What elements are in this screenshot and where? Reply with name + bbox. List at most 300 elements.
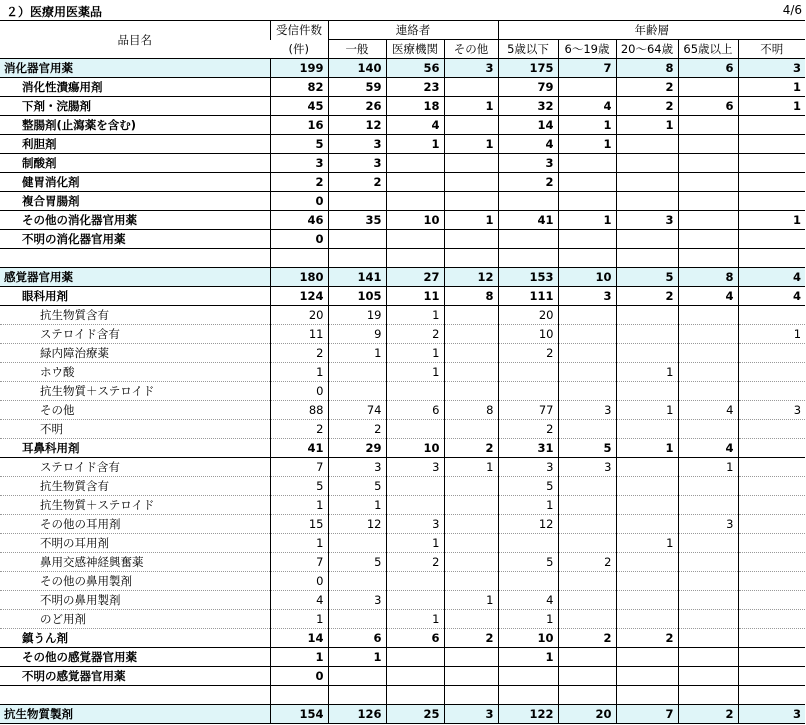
cell-value [328,686,386,705]
cell-value: 4 [738,268,805,287]
cell-value: 41 [270,439,328,458]
cell-value: 105 [328,287,386,306]
cell-value: 3 [558,401,616,420]
row-label: 抗生物質＋ステロイド [0,382,270,401]
cell-value: 124 [270,287,328,306]
spacer-row [0,249,805,268]
table-row [0,477,805,496]
cell-value [270,249,328,268]
cell-value [558,382,616,401]
cell-value: 3 [328,458,386,477]
cell-value: 2 [386,325,444,344]
cell-value: 20 [270,306,328,325]
cell-value: 1 [678,458,738,477]
cell-value: 46 [270,211,328,230]
cell-value [738,306,805,325]
cell-value [678,135,738,154]
cell-value: 1 [328,648,386,667]
cell-value: 2 [616,629,678,648]
row-label: 眼科用剤 [0,287,270,306]
table-row [0,344,805,363]
row-label: 下剤・浣腸剤 [0,97,270,116]
cell-value [444,116,498,135]
row-label: 感覚器官用薬 [0,268,270,287]
cell-value: 2 [270,420,328,439]
cell-value [616,610,678,629]
row-label: 不明の鼻用製剤 [0,591,270,610]
cell-value [444,306,498,325]
cell-value: 88 [270,401,328,420]
cell-value [444,249,498,268]
cell-value [558,610,616,629]
cell-value [616,382,678,401]
header-age-group: 年齢層 [498,21,805,40]
cell-value [328,192,386,211]
cell-value [678,648,738,667]
cell-value [678,192,738,211]
cell-value [738,610,805,629]
cell-value: 45 [270,97,328,116]
cell-value: 5 [616,268,678,287]
cell-value [444,325,498,344]
cell-value [678,572,738,591]
cell-value: 1 [738,97,805,116]
cell-value: 175 [498,59,558,78]
row-label: 利胆剤 [0,135,270,154]
cell-value [678,420,738,439]
cell-value: 1 [616,401,678,420]
cell-value [498,686,558,705]
row-label [0,686,270,705]
cell-value [386,382,444,401]
page-number: 4/6 [782,3,802,17]
cell-value: 153 [498,268,558,287]
cell-value: 15 [270,515,328,534]
cell-value [616,572,678,591]
cell-value [616,420,678,439]
cell-value [738,439,805,458]
table-row [0,192,805,211]
table-row [0,325,805,344]
cell-value: 1 [498,496,558,515]
cell-value: 141 [328,268,386,287]
cell-value: 2 [270,173,328,192]
cell-value: 2 [616,97,678,116]
cell-value [558,249,616,268]
row-label: その他 [0,401,270,420]
cell-value [328,610,386,629]
cell-value: 1 [558,116,616,135]
cell-value: 2 [328,420,386,439]
cell-value [558,591,616,610]
cell-value [498,192,558,211]
row-label: その他の鼻用製剤 [0,572,270,591]
cell-value [558,154,616,173]
cell-value [558,420,616,439]
cell-value [386,420,444,439]
cell-value [678,325,738,344]
cell-value: 4 [678,287,738,306]
row-label: ステロイド含有 [0,458,270,477]
header-age: 65歳以上 [678,40,738,59]
cell-value: 7 [616,705,678,724]
cell-value [678,173,738,192]
cell-value: 11 [386,287,444,306]
cell-value [386,572,444,591]
header-age: 20～64歳 [616,40,678,59]
cell-value: 6 [678,97,738,116]
cell-value: 7 [558,59,616,78]
cell-value: 8 [444,401,498,420]
cell-value: 79 [498,78,558,97]
cell-value [386,477,444,496]
table-row [0,116,805,135]
cell-value [386,591,444,610]
cell-value: 3 [558,287,616,306]
cell-value [616,192,678,211]
cell-value [444,610,498,629]
table-row [0,173,805,192]
header-count: 受信件数 [270,21,328,40]
cell-value: 5 [498,553,558,572]
table-row [0,230,805,249]
row-label: 制酸剤 [0,154,270,173]
cell-value: 77 [498,401,558,420]
cell-value [678,553,738,572]
cell-value [738,420,805,439]
cell-value [616,496,678,515]
header-item-name: 品目名 [0,21,270,59]
cell-value [558,306,616,325]
cell-value: 23 [386,78,444,97]
table-row [0,382,805,401]
cell-value: 126 [328,705,386,724]
cell-value: 0 [270,192,328,211]
row-label: 鎮うん剤 [0,629,270,648]
cell-value: 82 [270,78,328,97]
cell-value [444,648,498,667]
row-label: のど用剤 [0,610,270,629]
cell-value: 2 [558,629,616,648]
header-contact: その他 [444,40,498,59]
cell-value [738,629,805,648]
cell-value [386,249,444,268]
cell-value: 14 [498,116,558,135]
table-row [0,97,805,116]
cell-value: 1 [444,591,498,610]
cell-value [738,135,805,154]
cell-value: 2 [444,439,498,458]
table-row [0,401,805,420]
cell-value [738,553,805,572]
cell-value: 20 [558,705,616,724]
cell-value: 1 [386,610,444,629]
cell-value [270,686,328,705]
cell-value [328,382,386,401]
cell-value [678,249,738,268]
report-table [0,20,805,724]
cell-value [738,477,805,496]
cell-value [678,363,738,382]
cell-value: 29 [328,439,386,458]
table-row [0,667,805,686]
cell-value [616,154,678,173]
cell-value [444,534,498,553]
cell-value: 2 [444,629,498,648]
table-row [0,211,805,230]
cell-value: 5 [270,135,328,154]
row-label: 抗生物質含有 [0,477,270,496]
cell-value [738,230,805,249]
table-row [0,363,805,382]
cell-value [386,173,444,192]
cell-value: 2 [498,173,558,192]
header-age: 5歳以下 [498,40,558,59]
row-label: その他の消化器官用薬 [0,211,270,230]
cell-value: 12 [444,268,498,287]
cell-value: 1 [498,610,558,629]
cell-value [558,230,616,249]
cell-value: 4 [498,135,558,154]
cell-value: 3 [558,458,616,477]
cell-value: 5 [558,439,616,458]
cell-value: 3 [444,705,498,724]
cell-value [616,553,678,572]
cell-value: 3 [444,59,498,78]
cell-value [738,572,805,591]
cell-value [616,249,678,268]
spacer-row [0,686,805,705]
cell-value [328,667,386,686]
cell-value: 10 [558,268,616,287]
cell-value: 3 [616,211,678,230]
row-label: その他の感覚器官用薬 [0,648,270,667]
cell-value [444,173,498,192]
cell-value: 1 [616,116,678,135]
cell-value [678,306,738,325]
cell-value [616,686,678,705]
cell-value: 18 [386,97,444,116]
cell-value: 1 [270,648,328,667]
row-label: 不明の感覚器官用薬 [0,667,270,686]
cell-value: 2 [328,173,386,192]
cell-value: 3 [328,135,386,154]
cell-value: 4 [270,591,328,610]
page-header [0,0,806,20]
cell-value: 0 [270,572,328,591]
cell-value: 14 [270,629,328,648]
cell-value [738,458,805,477]
cell-value: 4 [678,401,738,420]
table-row [0,59,805,78]
cell-value [444,363,498,382]
cell-value: 1 [738,325,805,344]
cell-value: 8 [678,268,738,287]
table-row [0,458,805,477]
cell-value: 7 [270,553,328,572]
cell-value [386,496,444,515]
cell-value: 6 [678,59,738,78]
cell-value [328,572,386,591]
cell-value: 1 [616,534,678,553]
cell-value: 3 [328,154,386,173]
cell-value [558,344,616,363]
cell-value: 1 [444,97,498,116]
cell-value [616,230,678,249]
cell-value [444,686,498,705]
cell-value [386,667,444,686]
table-row [0,154,805,173]
cell-value [678,496,738,515]
cell-value: 1 [558,211,616,230]
cell-value: 1 [386,306,444,325]
cell-value: 1 [270,363,328,382]
cell-value [328,363,386,382]
cell-value: 111 [498,287,558,306]
cell-value [498,667,558,686]
cell-value: 1 [738,211,805,230]
row-label [0,249,270,268]
cell-value [386,648,444,667]
row-label: ホウ酸 [0,363,270,382]
cell-value: 1 [444,458,498,477]
cell-value: 1 [328,344,386,363]
cell-value [558,496,616,515]
row-label: 不明 [0,420,270,439]
cell-value: 3 [498,154,558,173]
cell-value: 1 [738,78,805,97]
cell-value [678,230,738,249]
table-row [0,572,805,591]
cell-value [738,249,805,268]
cell-value [616,458,678,477]
cell-value [558,477,616,496]
cell-value [558,78,616,97]
cell-value [738,173,805,192]
cell-value: 1 [386,344,444,363]
row-label: 抗生物質＋ステロイド [0,496,270,515]
cell-value [738,382,805,401]
cell-value [498,249,558,268]
cell-value: 1 [498,648,558,667]
cell-value [386,192,444,211]
table-body [0,59,805,724]
cell-value [444,192,498,211]
cell-value [444,344,498,363]
table-row [0,534,805,553]
cell-value [558,686,616,705]
cell-value [616,477,678,496]
cell-value [558,648,616,667]
row-label: 整腸剤(止瀉薬を含む) [0,116,270,135]
cell-value: 1 [558,135,616,154]
cell-value: 2 [558,553,616,572]
row-label: 抗生物質製剤 [0,705,270,724]
cell-value [738,648,805,667]
row-label: その他の耳用剤 [0,515,270,534]
cell-value: 27 [386,268,444,287]
table-row [0,306,805,325]
cell-value [738,534,805,553]
cell-value: 6 [328,629,386,648]
cell-value [738,192,805,211]
cell-value [444,553,498,572]
cell-value [616,648,678,667]
cell-value: 3 [386,458,444,477]
cell-value [328,534,386,553]
cell-value [444,515,498,534]
cell-value: 2 [270,344,328,363]
row-label: 消化器官用薬 [0,59,270,78]
row-label: 耳鼻科用剤 [0,439,270,458]
header-contact: 医療機関 [386,40,444,59]
table-row [0,268,805,287]
cell-value: 59 [328,78,386,97]
cell-value: 2 [498,420,558,439]
cell-value: 1 [270,496,328,515]
header-count-unit: (件) [270,40,328,59]
cell-value [616,135,678,154]
cell-value [444,154,498,173]
cell-value: 12 [328,515,386,534]
cell-value: 20 [498,306,558,325]
cell-value [444,477,498,496]
table-row [0,420,805,439]
cell-value [678,629,738,648]
cell-value: 5 [328,477,386,496]
cell-value [738,591,805,610]
table-row [0,515,805,534]
cell-value: 12 [498,515,558,534]
cell-value [616,591,678,610]
cell-value: 1 [386,534,444,553]
cell-value [738,116,805,135]
cell-value: 1 [444,211,498,230]
cell-value: 3 [386,515,444,534]
cell-value: 6 [386,401,444,420]
cell-value: 199 [270,59,328,78]
cell-value: 2 [678,705,738,724]
cell-value [444,78,498,97]
cell-value [558,572,616,591]
cell-value: 4 [738,287,805,306]
row-label: 不明の消化器官用薬 [0,230,270,249]
page-title: ２）医療用医薬品 [6,5,103,19]
cell-value: 3 [498,458,558,477]
cell-value: 122 [498,705,558,724]
cell-value [558,363,616,382]
cell-value [328,249,386,268]
cell-value: 16 [270,116,328,135]
cell-value: 3 [678,515,738,534]
cell-value: 31 [498,439,558,458]
cell-value: 35 [328,211,386,230]
table-row [0,591,805,610]
cell-value [498,534,558,553]
table-row [0,78,805,97]
header-contact-group: 連絡者 [328,21,498,40]
cell-value: 10 [498,629,558,648]
table-row [0,610,805,629]
cell-value [678,610,738,629]
cell-value: 1 [328,496,386,515]
cell-value: 41 [498,211,558,230]
header-contact: 一般 [328,40,386,59]
cell-value: 12 [328,116,386,135]
cell-value: 4 [678,439,738,458]
cell-value: 140 [328,59,386,78]
header-age: 6～19歳 [558,40,616,59]
